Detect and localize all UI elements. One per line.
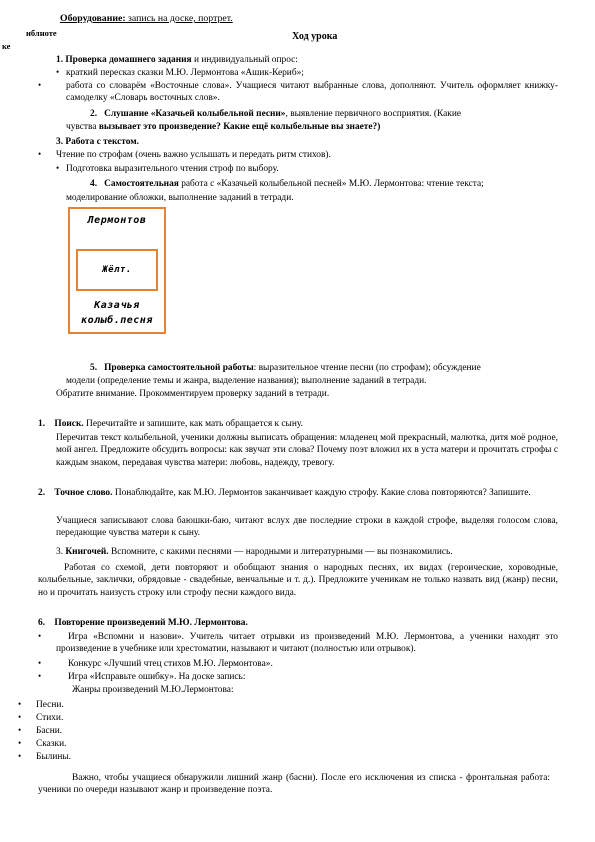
genre-item: Песни. [36, 700, 64, 710]
task-1-heading [38, 418, 303, 430]
genre-item: Стихи. [36, 713, 64, 723]
section-6-num: 6. [38, 618, 46, 628]
section-4-title: Самостоятельная [104, 179, 179, 189]
task-1-paragraph: Перечитав текст колыбельной, ученики должны выписать обращения: младенец мой прекрасный, малютка, дитя моё родное, мой ангел. Предложите обсудить вопросы: как звучат эти слова? Почему поэт вложил их в уста матери и прочитать строфы с каждым знаком, передавая чувства матери: любовь, надежду, тревогу. [56, 433, 558, 468]
section-2-rest: , выявление первичного восприятия. (Какие [285, 109, 462, 119]
section-4-line-2: моделирование обложки, выполнение заданий в тетради. [66, 193, 294, 203]
section-5-line-3: Обратите внимание. Прокомментируем проверку заданий в тетради. [56, 389, 330, 399]
cover-author: Лермонтов [87, 215, 147, 226]
genre-item: Сказки. [36, 739, 67, 749]
task-2-rest: Понаблюдайте, как М.Ю. Лермонтов заканчивает каждую строфу. Какие слова повторяются? Запишите. [112, 488, 531, 498]
section-1-bullet-1: краткий пересказ сказки М.Ю. Лермонтова «Ашик-Кериб»; [66, 68, 304, 78]
section-6-bullet-1: Игра «Вспомни и назови». Учитель читает отрывки из произведений М.Ю. Лермонтова, а ученики находят это произведение в учебнике или хрестоматии, называют и читают (полностью или отрывок). [56, 632, 558, 655]
section-4-line-1 [90, 178, 484, 190]
section-3-bullet-2: Подготовка выразительного чтения строф по выбору. [66, 164, 279, 174]
genre-item: Басни. [36, 726, 63, 736]
section-1-title: 1. Проверка домашнего задания [56, 55, 192, 65]
section-4-num: 4. [90, 179, 98, 189]
section-2-line-2 [66, 121, 380, 133]
section-5-line-1 [90, 362, 481, 374]
section-1-bullet-2: работа со словарём «Восточные слова». Учащиеся читают выбранные слова, дополняют. Учитель оформляет книжку- самоделку «Словарь восточных слов». [66, 81, 558, 104]
equipment-label: Оборудование: [60, 13, 126, 24]
task-3-num: 3. [56, 547, 64, 557]
bullet-dot: • [38, 631, 42, 641]
section-5-rest: : выразительное чтение песни (по строфам); обсуждение [253, 363, 481, 373]
section-4-rest: работа с «Казачьей колыбельной песней» М.Ю. Лермонтова: чтение текста; [178, 179, 484, 189]
lesson-title: Ход урока [292, 31, 338, 42]
task-2-heading [38, 487, 558, 499]
task-1-rest: Перечитайте и запишите, как мать обращается к сыну. [83, 419, 303, 429]
bullet-dot: • [18, 725, 22, 735]
section-6-bullet-3: Игра «Исправьте ошибку». На доске запись: [68, 672, 246, 682]
task-2-num: 2. [38, 488, 46, 498]
cover-title-line-1: Казачья [94, 300, 140, 311]
cover-inner-frame [76, 249, 158, 291]
section-6-heading [38, 617, 248, 629]
bullet-dot: • [38, 80, 42, 90]
section-5-num: 5. [90, 363, 98, 373]
book-cover-model [68, 207, 166, 334]
task-2-paragraph: Учащиеся записывают слова баюшки-баю, читают вслух две последние строки в каждой строфе, выделяя голосом слова, передающие чувства матери к сыну. [56, 516, 558, 539]
bullet-dot: • [18, 751, 22, 761]
section-6-bullet-2: Конкурс «Лучший чтец стихов М.Ю. Лермонтова». [68, 659, 273, 669]
section-2-questions: вызывает это произведение? Какие ещё колыбельные вы знаете?) [98, 122, 381, 132]
genre-item: Былины. [36, 752, 72, 762]
task-3-rest: Вспомните, с какими песнями — народными и литературными — вы познакомились. [108, 547, 453, 557]
margin-text-top: иблноте [26, 28, 57, 38]
section-2-title: Слушание «Казачьей колыбельной песни» [104, 109, 286, 119]
task-3-heading [56, 546, 453, 558]
task-3-title: Книгочей. [65, 547, 109, 557]
section-2-line-1 [90, 108, 558, 120]
bullet-dot: • [18, 699, 22, 709]
genres-heading: Жанры произведений М.Ю.Лермонтова: [72, 685, 234, 695]
bullet-dot: • [38, 658, 42, 668]
task-2-title: Точное слово. [54, 488, 113, 498]
task-3-paragraph: Работая со схемой, дети повторяют и обобщают знания о народных песнях, их видах (героические, хороводные, колыбельные, заклички, обрядовые - свадебные, венчальные и т. д.). Предложите ученикам не только назвать вид (жанр) песни, но и прочитать наизусть строку или строфу песни каждого вида. [38, 563, 558, 598]
bullet-dot: • [56, 163, 60, 173]
equipment-line [60, 13, 233, 25]
section-3-title: 3. Работа с текстом. [56, 137, 139, 147]
section-1-title-rest: и индивидуальный опрос: [191, 55, 298, 65]
margin-text-left: ке [2, 41, 11, 51]
task-1-num: 1. [38, 419, 46, 429]
bullet-dot: • [38, 149, 42, 159]
final-paragraph: Важно, чтобы учащиеся обнаружили лишний жанр (басни). После его исключения из списка - фронтальная работа: ученики по очереди называют жанр и произведение поэта. [38, 773, 550, 796]
bullet-dot: • [18, 712, 22, 722]
task-1-title: Поиск. [54, 419, 84, 429]
cover-title-line-2: колыб.песня [81, 315, 153, 326]
section-2-rest-2a: чувства [66, 122, 99, 132]
section-5-title: Проверка самостоятельной работы [104, 363, 254, 373]
section-5-line-2: модели (определение темы и жанра, выделение названия); выполнение заданий в тетради. [66, 376, 427, 386]
bullet-dot: • [38, 671, 42, 681]
bullet-dot: • [18, 738, 22, 748]
section-2-num: 2. [90, 109, 98, 119]
bullet-dot: • [56, 67, 60, 77]
section-3-bullet-1: Чтение по строфам (очень важно услышать и передать ритм стихов). [56, 150, 331, 160]
section-6-title: Повторение произведений М.Ю. Лермонтова. [54, 618, 248, 628]
section-1-heading [56, 54, 298, 66]
equipment-text: запись на доске, портрет. [125, 13, 233, 24]
cover-color: Жёлт. [102, 265, 132, 275]
